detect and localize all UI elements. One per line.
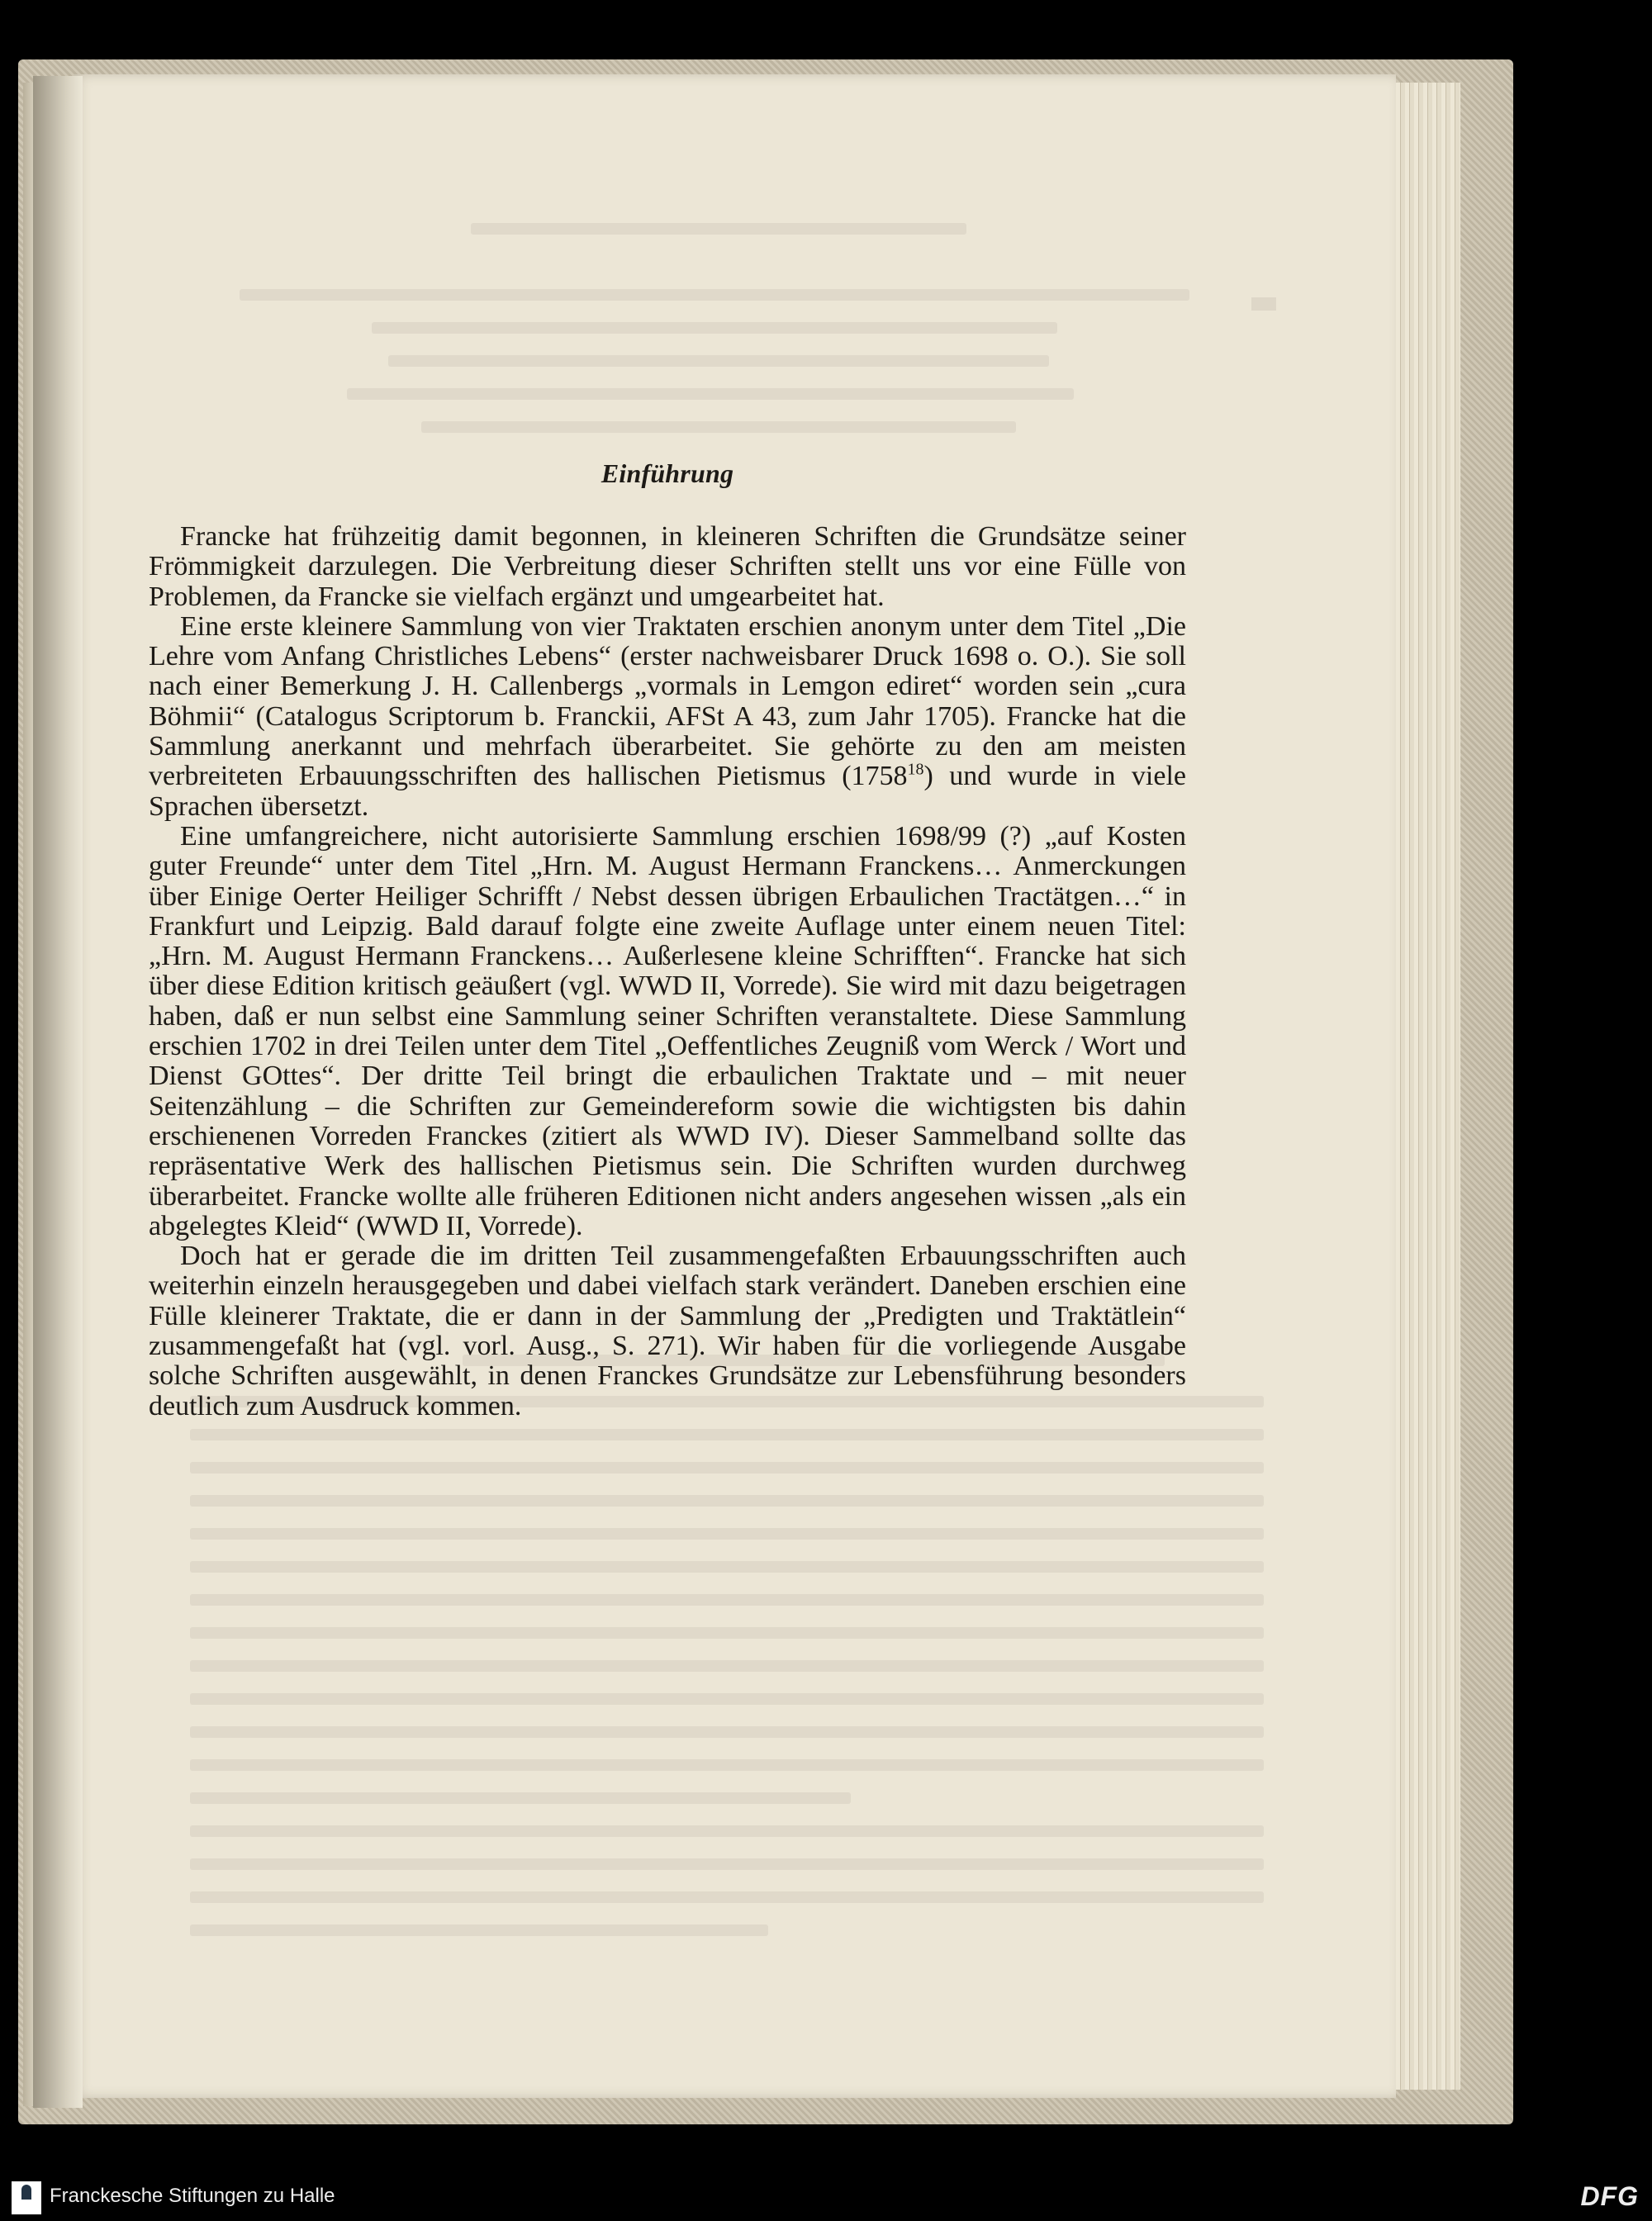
dfg-logo: DFG — [1580, 2181, 1639, 2211]
paragraph-4: Doch hat er gerade die im dritten Teil zusammengefaßten Erbauungsschriften auch weiterhin einzeln herausgegeben und dabei vielfach stark verändert. Daneben erschien eine Fülle kleinerer Traktate, die er dann in der Sammlung der „Predigten und Traktätlein“ zusammengefaßt hat (vgl. vorl. Ausg., S. 271). Wir haben für die vorliegende Ausgabe solche Schriften ausgewählt, in denen Franckes Grundsätze zur Lebensführung besonders deutlich zum Ausdruck kommen. — [149, 1241, 1186, 1421]
institution-name: Franckesche Stiftungen zu Halle — [50, 2185, 335, 2207]
page-gutter-shadow — [33, 76, 83, 2108]
page-heading: Einführung — [601, 458, 734, 488]
institution-logo-icon — [12, 2181, 41, 2214]
page-text-block — [149, 458, 1186, 1421]
paragraph-3: Eine umfangreichere, nicht autorisierte Sammlung erschien 1698/99 (?) „auf Kosten guter Freunde“ unter dem Titel „Hrn. M. August Hermann Franckens… Anmerckungen über Einige Oerter Heiliger Schrifft / Nebst dessen übrigen Erbaulichen Tractätgen…“ in Frankfurt und Leipzig. Bald darauf folgte eine zweite Auflage unter einem neuen Titel: „Hrn. M. August Hermann Franckens… Außerlesene kleine Schrifften“. Francke hat sich über diese Edition kritisch geäußert (vgl. WWD II, Vorrede). Sie wird mit dazu beigetragen haben, daß er nun selbst eine Sammlung seiner Schriften veranstaltete. Diese Sammlung erschien 1702 in drei Teilen unter dem Titel „Oeffentliches Zeugniß vom Werck / Wort und Dienst GOttes“. Der dritte Teil bringt die erbaulichen Traktate und – mit neuer Seitenzählung – die Schriften zur Gemeindereform sowie die wichtigsten bis dahin erschienenen Vorreden Franckes (zitiert als WWD IV). Dieser Sammelband sollte das repräsentative Werk des hallischen Pietismus sein. Die Schriften wurden durchweg überarbeitet. Francke wollte alle früheren Editionen nicht anders angesehen wissen „als ein abgelegtes Kleid“ (WWD II, Vorrede). — [149, 820, 1186, 1241]
footnote-reference: 18 — [907, 761, 924, 780]
paragraph-2 — [149, 612, 1186, 822]
paragraph-2-text: Eine erste kleinere Sammlung von vier Traktaten erschien anonym unter dem Titel „Die Lehre vom Anfang Christliches Lebens“ (erster nachweisbarer Druck 1698 o. O.). Sie soll nach einer Bemerkung J. H. Callenbergs „vormals in Lemgon ediret“ worden sein „cura Böhmii“ (Catalogus Scriptorum b. Franckii, AFSt A 43, zum Jahr 1705). Francke hat die Sammlung anerkannt und mehrfach überarbeitet. Sie gehörte zu den am meisten verbreiteten Erbauungsschriften des hallischen Pietismus (1758 — [149, 610, 1186, 792]
page-edges-stack — [1396, 83, 1460, 2090]
paragraph-1: Francke hat frühzeitig damit begonnen, in kleineren Schriften die Grundsätze seiner Frömmigkeit darzulegen. Die Verbreitung dieser Schriften stellt uns vor eine Fülle von Problemen, da Francke sie vielfach ergänzt und umgearbeitet hat. — [149, 521, 1186, 612]
viewer-footer — [0, 2175, 1652, 2221]
paragraph-2-tail: ) und wurde in viele Sprachen übersetzt. — [149, 761, 1187, 822]
